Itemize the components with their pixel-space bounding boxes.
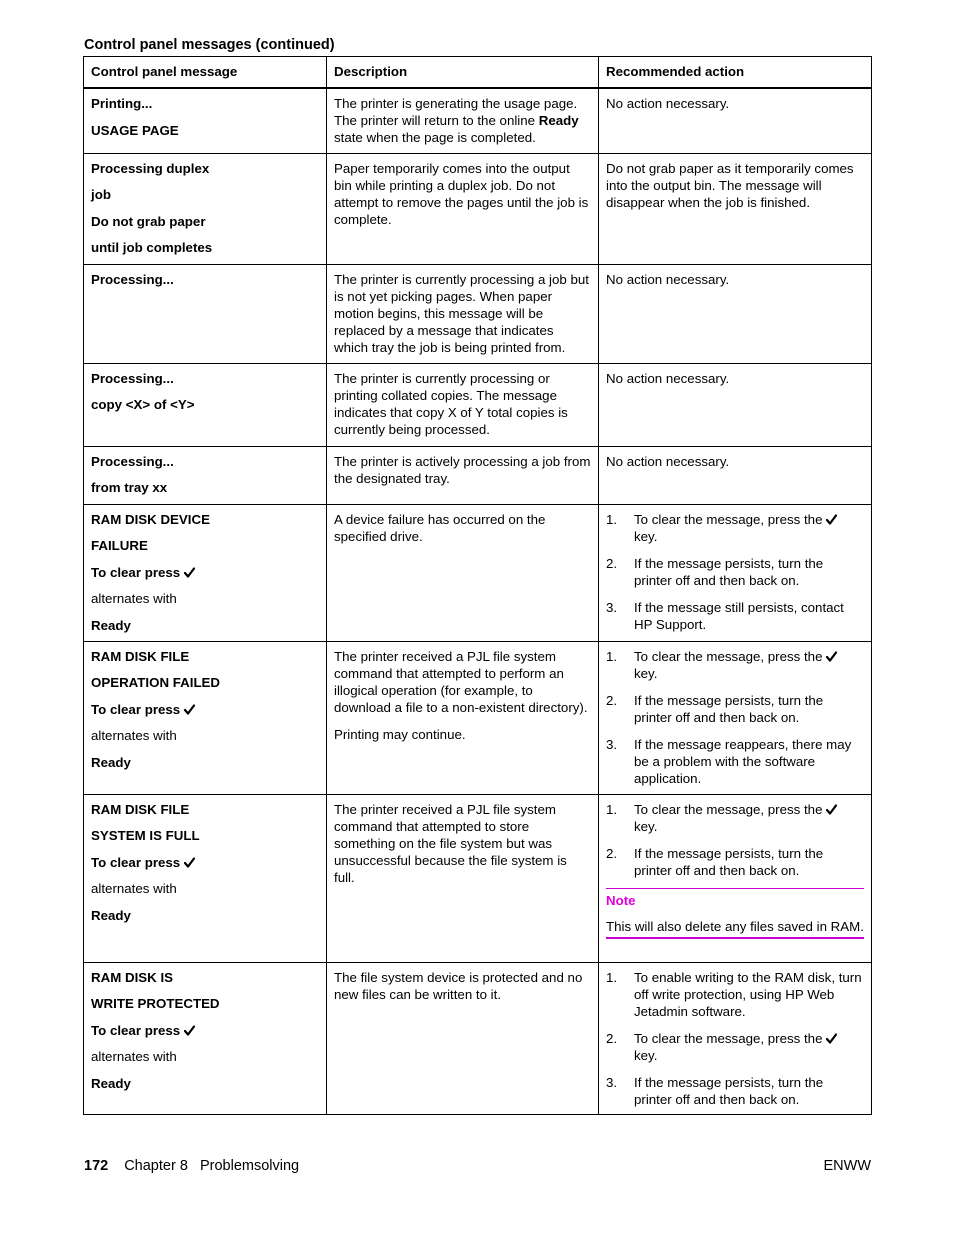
- message-line: RAM DISK FILE: [91, 648, 190, 664]
- checkmark-icon: [184, 704, 195, 715]
- message-cell: [84, 88, 327, 153]
- message-line: Processing duplex: [91, 160, 210, 176]
- message-line: To clear press: [91, 564, 319, 581]
- action-cell: No action necessary.: [599, 446, 872, 504]
- description-cell: [327, 88, 599, 153]
- table-row: [84, 264, 872, 363]
- message-cell: [84, 264, 327, 363]
- action-cell: Do not grab paper as it temporarily comes into the output bin. The message will disappear when the job is finished.: [599, 153, 872, 264]
- header-action: Recommended action: [599, 57, 872, 89]
- list-item: 2. If the message persists, turn the printer off and then back on.: [606, 845, 824, 878]
- action-steps: [606, 969, 864, 1108]
- page-footer-right: ENWW: [823, 1158, 871, 1174]
- message-cell: [84, 153, 327, 264]
- page-footer-left: [84, 1158, 299, 1174]
- message-line: Printing...: [91, 96, 153, 111]
- note-title: Note: [606, 892, 636, 908]
- message-line: until job completes: [91, 240, 213, 255]
- message-cell: [84, 446, 327, 504]
- description-cell: A device failure has occurred on the specified drive.: [327, 504, 599, 641]
- table-row: [84, 794, 872, 962]
- header-description: Description: [327, 57, 599, 89]
- ready-keyword: Ready: [538, 113, 579, 128]
- table-row: [84, 504, 872, 641]
- table-caption: Control panel messages (continued): [84, 37, 335, 53]
- message-cell: [84, 363, 327, 446]
- description-cell: The printer is currently processing a job but is not yet picking pages. When paper motion begins, this message will be replaced by a message that indicates which tray the job is being printed from.: [327, 264, 599, 363]
- message-line: RAM DISK IS: [91, 969, 174, 985]
- action-cell: [599, 962, 872, 1114]
- message-cell: [84, 504, 327, 641]
- note-box: [606, 888, 864, 939]
- message-line: To clear press: [91, 701, 319, 718]
- message-line: SYSTEM IS FULL: [91, 828, 200, 843]
- description-text: The printer is generating the usage page. The printer will return to the online Ready state when the page is completed.: [334, 96, 579, 145]
- table-header-row: [84, 57, 872, 89]
- message-line: Processing...: [91, 271, 174, 287]
- description-cell: The file system device is protected and no new files can be written to it.: [327, 962, 599, 1114]
- message-line: alternates with: [91, 591, 177, 606]
- action-cell: No action necessary.: [599, 88, 872, 153]
- message-line: RAM DISK DEVICE: [91, 511, 210, 527]
- checkmark-icon: [826, 1033, 837, 1044]
- note-text: This will also delete any files saved in RAM.: [606, 918, 864, 934]
- table-row: [84, 88, 872, 153]
- message-line: USAGE PAGE: [91, 122, 179, 138]
- checkmark-icon: [826, 804, 837, 815]
- checkmark-icon: [184, 567, 195, 578]
- control-panel-messages-table: [83, 56, 872, 1115]
- list-item: 3. If the message reappears, there may be a problem with the software application.: [606, 736, 852, 786]
- list-item: 2. If the message persists, turn the printer off and then back on.: [606, 555, 824, 588]
- message-line: FAILURE: [91, 538, 148, 553]
- action-cell: No action necessary.: [599, 363, 872, 446]
- message-line: To clear press: [91, 1022, 319, 1039]
- description-text: Printing may continue.: [334, 726, 466, 742]
- message-line: alternates with: [91, 881, 177, 896]
- message-line: WRITE PROTECTED: [91, 996, 220, 1011]
- message-line: OPERATION FAILED: [91, 675, 221, 690]
- checkmark-icon: [826, 514, 837, 525]
- message-line: alternates with: [91, 1049, 177, 1064]
- description-cell: [327, 641, 599, 794]
- list-item: 3. If the message persists, turn the printer off and then back on.: [606, 1074, 824, 1107]
- action-cell: No action necessary.: [599, 264, 872, 363]
- message-line: Ready: [91, 907, 131, 923]
- action-steps: [606, 648, 864, 787]
- message-line: Ready: [91, 754, 131, 770]
- list-item: 1. To clear the message, press the key.: [606, 801, 864, 835]
- message-line: Do not grab paper: [91, 213, 206, 229]
- list-item: 1. To enable writing to the RAM disk, turn off write protection, using HP Web Jetadmin software.: [606, 969, 862, 1019]
- list-item: 2. If the message persists, turn the printer off and then back on.: [606, 692, 824, 725]
- message-line: Processing...: [91, 453, 174, 469]
- description-cell: The printer received a PJL file system command that attempted to store something on the file system but was unsuccessful because the file system is full.: [327, 794, 599, 962]
- message-cell: [84, 641, 327, 794]
- action-cell: [599, 794, 872, 962]
- list-item: 1. To clear the message, press the key.: [606, 511, 864, 545]
- list-item: 3. If the message still persists, contact HP Support.: [606, 599, 844, 632]
- table-row: [84, 446, 872, 504]
- message-line: RAM DISK FILE: [91, 801, 190, 817]
- message-line: To clear press: [91, 854, 319, 871]
- table-row: [84, 962, 872, 1114]
- description-cell: Paper temporarily comes into the output bin while printing a duplex job. Do not attempt to remove the pages until the job is complete.: [327, 153, 599, 264]
- checkmark-icon: [184, 1025, 195, 1036]
- message-line: Ready: [91, 1075, 131, 1091]
- message-line: alternates with: [91, 728, 177, 743]
- description-cell: The printer is actively processing a job from the designated tray.: [327, 446, 599, 504]
- message-line: Ready: [91, 617, 131, 633]
- message-cell: [84, 962, 327, 1114]
- chapter-title: Chapter 8 Problemsolving: [124, 1158, 300, 1174]
- action-cell: [599, 641, 872, 794]
- message-line: job: [91, 187, 111, 202]
- table-row: [84, 363, 872, 446]
- action-cell: [599, 504, 872, 641]
- table-row: [84, 153, 872, 264]
- action-steps: [606, 511, 864, 633]
- action-steps: [606, 801, 864, 879]
- message-line: copy <X> of <Y>: [91, 397, 195, 412]
- description-cell: The printer is currently processing or printing collated copies. The message indicates that copy X of Y total copies is currently being processed.: [327, 363, 599, 446]
- message-line: Processing...: [91, 370, 174, 386]
- checkmark-icon: [826, 651, 837, 662]
- message-line: from tray xx: [91, 480, 168, 495]
- description-text: The printer received a PJL file system command that attempted to perform an illogical operation (for example, to download a file to a non-existent directory).: [334, 648, 588, 715]
- list-item: 1. To clear the message, press the key.: [606, 648, 864, 682]
- list-item: 2. To clear the message, press the key.: [606, 1030, 864, 1064]
- checkmark-icon: [184, 857, 195, 868]
- header-message: Control panel message: [84, 57, 327, 89]
- page-number: 172: [84, 1158, 109, 1174]
- table-row: [84, 641, 872, 794]
- message-cell: [84, 794, 327, 962]
